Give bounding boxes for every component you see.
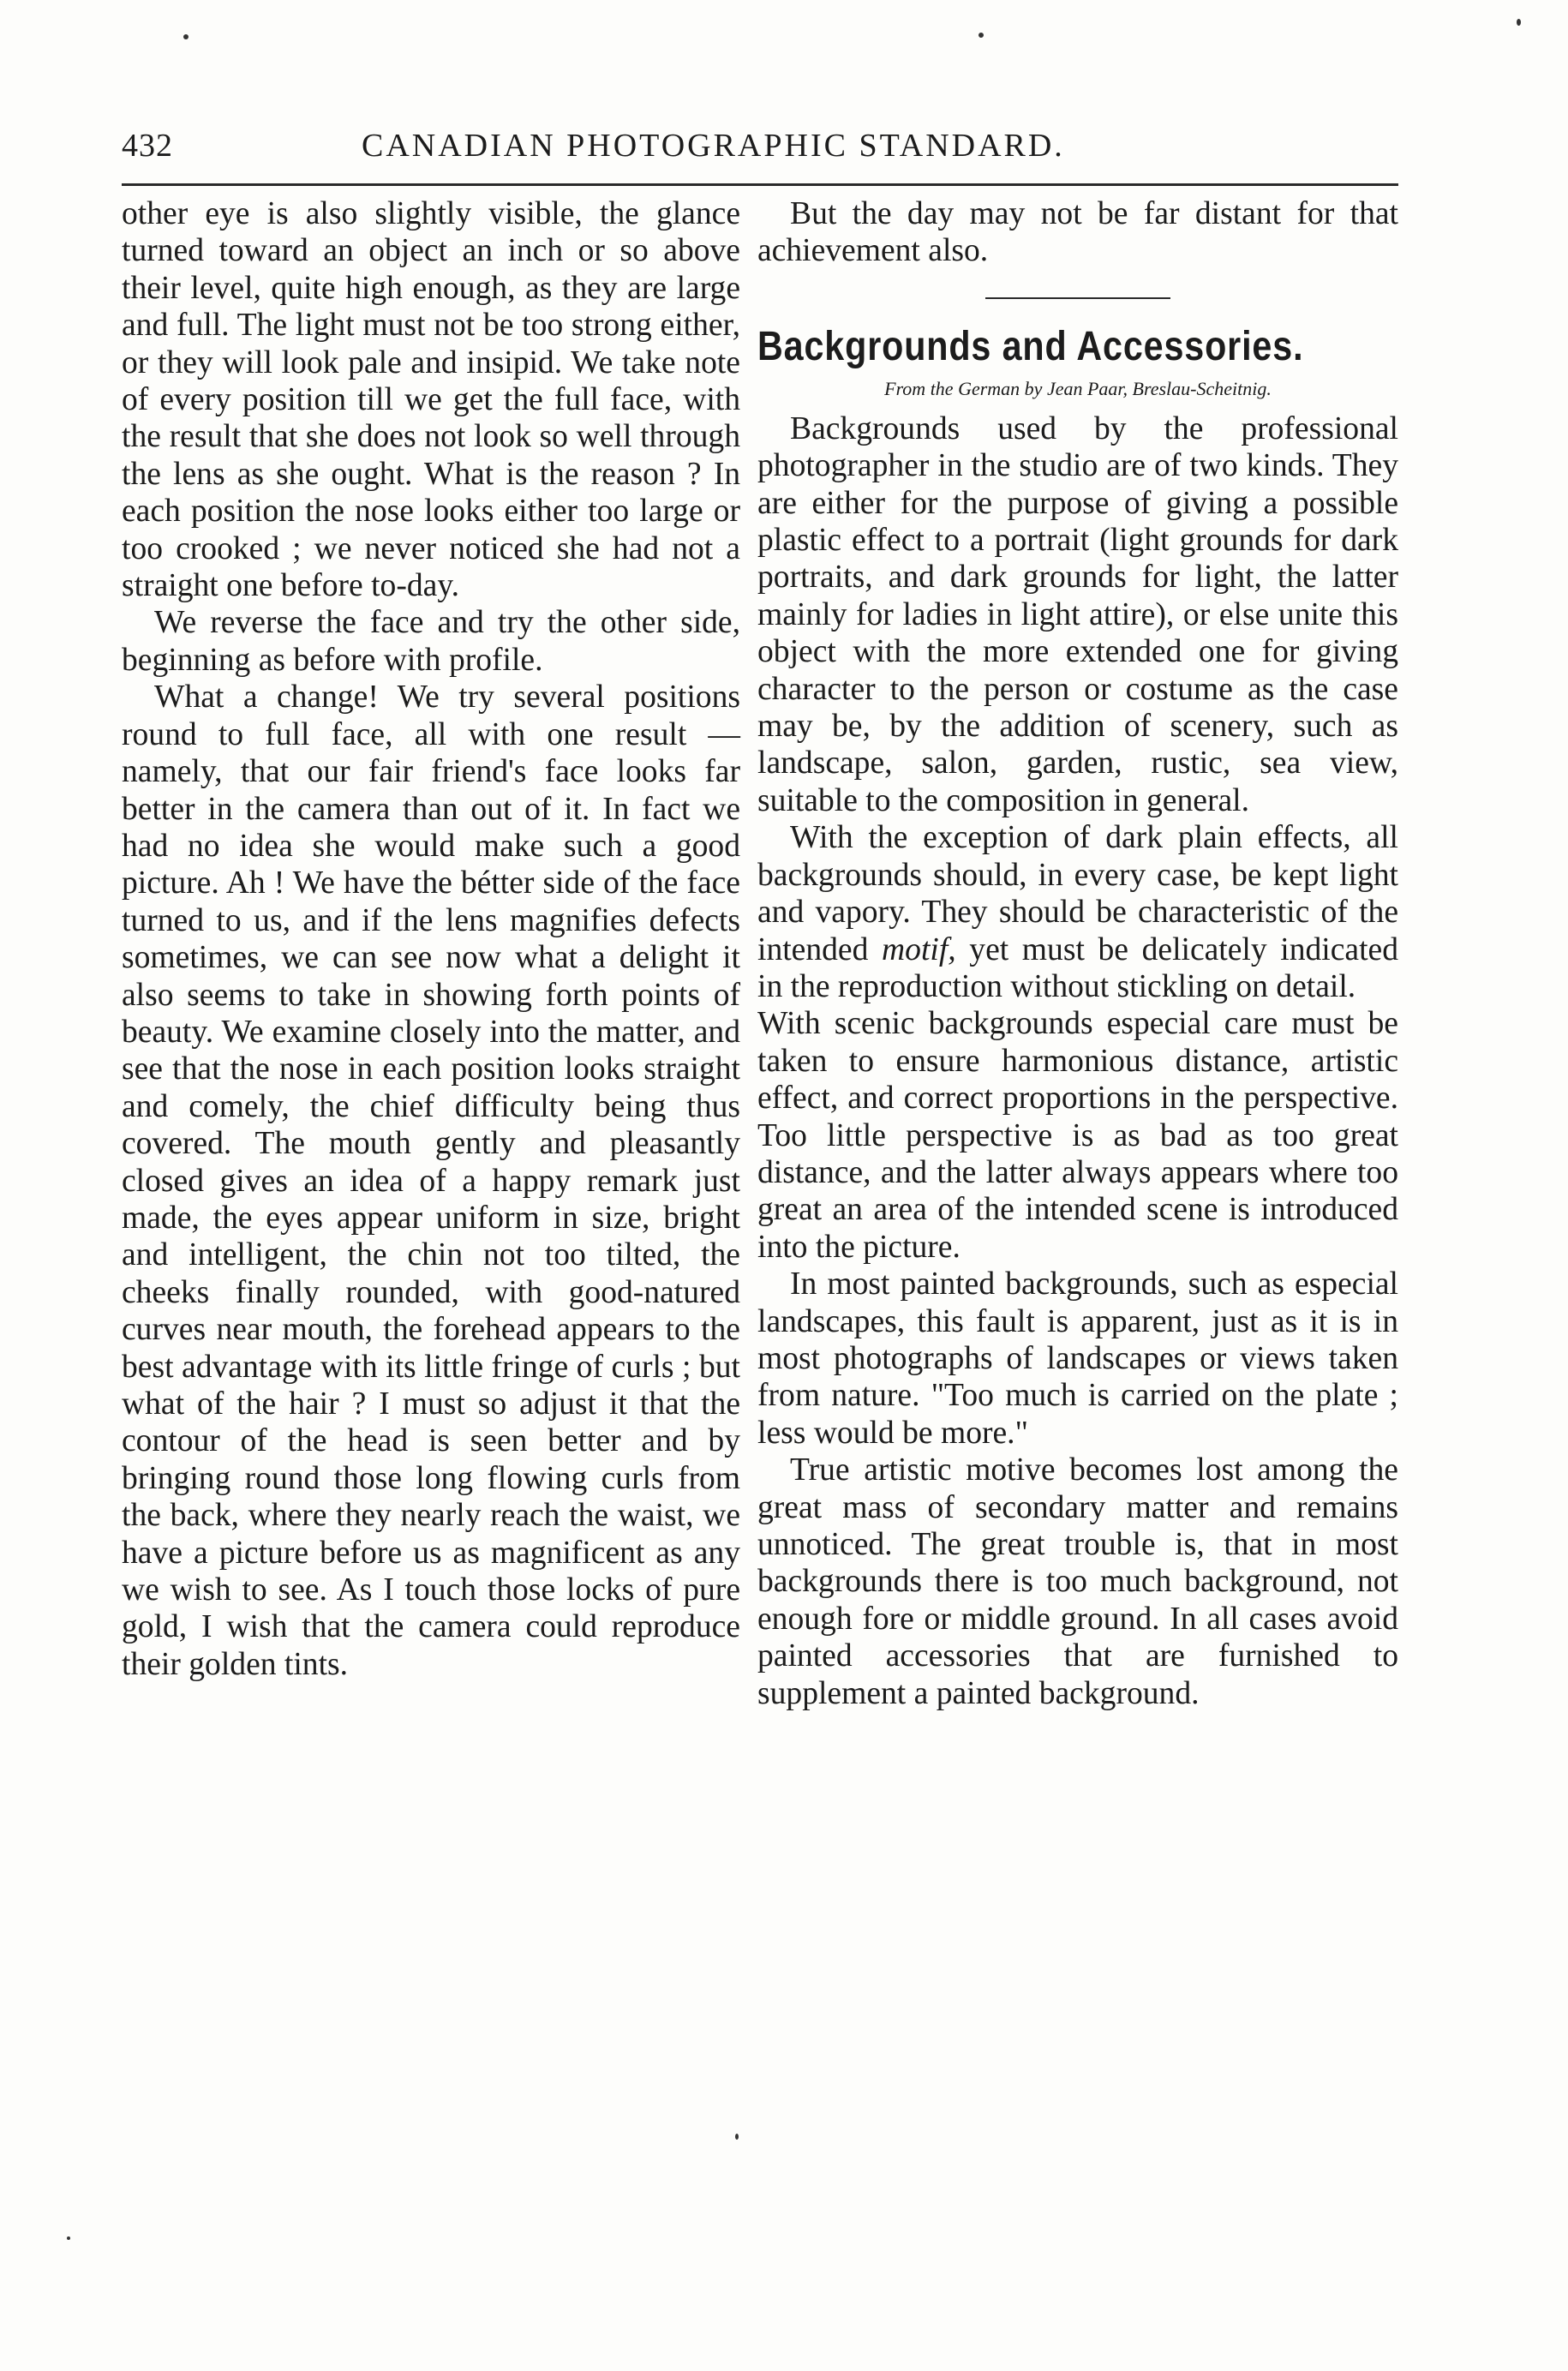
- body-paragraph: True artistic motive becomes lost among the great mass of secondary matter and remains unnoticed. The great trouble is, that in most backgrounds there is too much background, not enough fore or middle ground. In all cases avoid painted accessories that are furnished to supplement a painted background.: [757, 1452, 1398, 1711]
- right-column: [757, 195, 1398, 1712]
- print-speck: [1517, 19, 1521, 26]
- body-paragraph: But the day may not be far distant for that achievement also.: [757, 196, 1398, 269]
- print-speck: [735, 2134, 739, 2140]
- article-byline: From the German by Jean Paar, Breslau-Scheitnig.: [884, 377, 1272, 399]
- body-paragraph: other eye is also slightly visible, the glance turned toward an object an inch or so above their level, quite high enough, as they are large and full. The light must not be too strong either, or they will look pale and insipid. We take note of every position till we get the full face, with the result that she does not look so well through the lens as she ought. What is the reason ? In each position the nose looks either too large or too crooked ; we never noticed she had not a straight one before to-day.: [122, 196, 740, 604]
- body-paragraph: With scenic backgrounds especial care must be taken to ensure harmonious distance, artistic effect, and correct proportions in the perspective. Too little perspective is as bad as too great distance, and the latter always appears where too great an area of the intended scene is introduced into the picture.: [757, 1006, 1398, 1265]
- print-speck: [979, 33, 984, 38]
- running-header: [122, 127, 1398, 170]
- section-divider: [985, 297, 1170, 299]
- left-column: [122, 195, 740, 1683]
- body-paragraph: What a change! We try several positions round to full face, all with one result — namely, that our fair friend's face looks far better in the camera than out of it. In fact we had no idea she would make such a good picture. Ah ! We have the bétter side of the face turned to us, and if the lens magnifies defects sometimes, we can see now what a delight it also seems to take in showing forth points of beauty. We examine closely into the matter, and see that the nose in each position looks straight and comely, the chief difficulty being thus covered. The mouth gently and pleasantly closed gives an idea of a happy remark just made, the eyes appear uniform in size, bright and intelligent, the chin not too tilted, the cheeks finally rounded, with good-natured curves near mouth, the forehead appears to the best advantage with its little fringe of curls ; but what of the hair ? I must so adjust it that the contour of the head is seen better and by bringing round those long flowing curls from the back, where they nearly reach the waist, we have a picture before us as magnificent as any we wish to see. As I touch those locks of pure gold, I wish that the camera could reproduce their golden tints.: [122, 680, 740, 1682]
- paragraph-text: With the exception of dark plain effects, all backgrounds should, in every case, be kept light and vapory. They should be characteristic of the intended: [757, 820, 1398, 967]
- body-paragraph: In most painted backgrounds, such as especial landscapes, this fault is apparent, just as it is in most photographs of landscapes or views taken from nature. "Too much is carried on the plate ; less would be more.": [757, 1266, 1398, 1451]
- paragraph-text: yet must be delicately indicated in the reproduction without stickling on detail.: [757, 931, 1398, 1004]
- section-heading: Backgrounds and Accessories.: [757, 323, 1304, 369]
- italic-term: motif,: [882, 931, 956, 967]
- page-number: 432: [122, 128, 173, 164]
- running-title: CANADIAN PHOTOGRAPHIC STANDARD.: [362, 128, 1065, 164]
- body-paragraph: We reverse the face and try the other side, beginning as before with profile.: [122, 605, 740, 678]
- print-speck: [183, 34, 189, 39]
- body-paragraph: Backgrounds used by the professional photographer in the studio are of two kinds. They are either for the purpose of giving a possible plastic effect to a portrait (light grounds for dark portraits, and dark grounds for light, the latter mainly for ladies in light attire), or else unite this object with the more extended one for giving character to the person or costume as the case may be, by the addition of scenery, such as landscape, salon, garden, rustic, sea view, suitable to the composition in general.: [757, 410, 1398, 818]
- header-rule: [122, 183, 1398, 186]
- print-speck: [67, 2236, 70, 2240]
- body-paragraph: [757, 819, 1398, 1005]
